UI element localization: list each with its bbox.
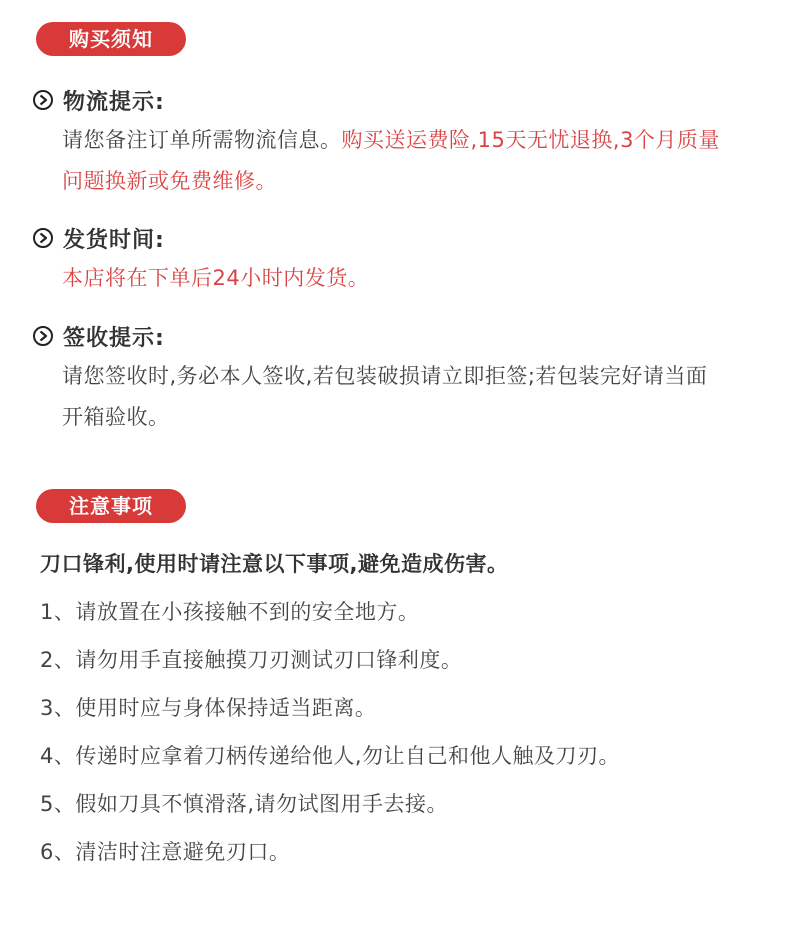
circle-arrow-right-icon xyxy=(32,227,54,249)
notice-item-title: 签收提示: xyxy=(63,325,165,351)
notice-item-title: 物流提示: xyxy=(63,89,165,115)
caution-list-item: 4、传递时应拿着刀柄传递给他人,勿让自己和他人触及刀刃。 xyxy=(40,744,621,768)
caution-list-item: 6、清洁时注意避免刃口。 xyxy=(40,840,291,864)
caution-header-label: 注意事项 xyxy=(69,494,153,518)
notice-item-shipping xyxy=(32,222,772,299)
notice-item-body xyxy=(62,258,772,299)
notice-header-label: 购买须知 xyxy=(69,27,153,51)
caution-lead-text: 刀口锋利,使用时请注意以下事项,避免造成伤害。 xyxy=(40,552,509,576)
caution-list-item: 1、请放置在小孩接触不到的安全地方。 xyxy=(40,600,420,624)
notice-item-signing xyxy=(32,320,772,438)
notice-item-body-highlight: 购买送运费险,15天无忧退换,3个月质量问题换新或免费维修。 xyxy=(62,128,720,193)
caution-list-item: 5、假如刀具不慎滑落,请勿试图用手去接。 xyxy=(40,792,449,816)
caution-list-item: 3、使用时应与身体保持适当距离。 xyxy=(40,696,377,720)
notice-item-body xyxy=(62,356,722,438)
notice-item-body-plain: 请您签收时,务必本人签收,若包装破损请立即拒签;若包装完好请当面开箱验收。 xyxy=(62,364,708,429)
notice-item-body-plain: 请您备注订单所需物流信息。 xyxy=(62,128,342,152)
notice-item-body xyxy=(62,120,722,202)
circle-arrow-right-icon xyxy=(32,325,54,347)
caution-header-badge xyxy=(36,489,186,523)
circle-arrow-right-icon xyxy=(32,89,54,111)
notice-item-body-highlight: 本店将在下单后24小时内发货。 xyxy=(62,266,370,290)
caution-list xyxy=(40,594,620,882)
caution-list-item: 2、请勿用手直接触摸刀刃测试刃口锋利度。 xyxy=(40,648,463,672)
notice-item-logistics xyxy=(32,84,772,202)
notice-header-badge xyxy=(36,22,186,56)
notice-item-title: 发货时间: xyxy=(63,227,165,253)
